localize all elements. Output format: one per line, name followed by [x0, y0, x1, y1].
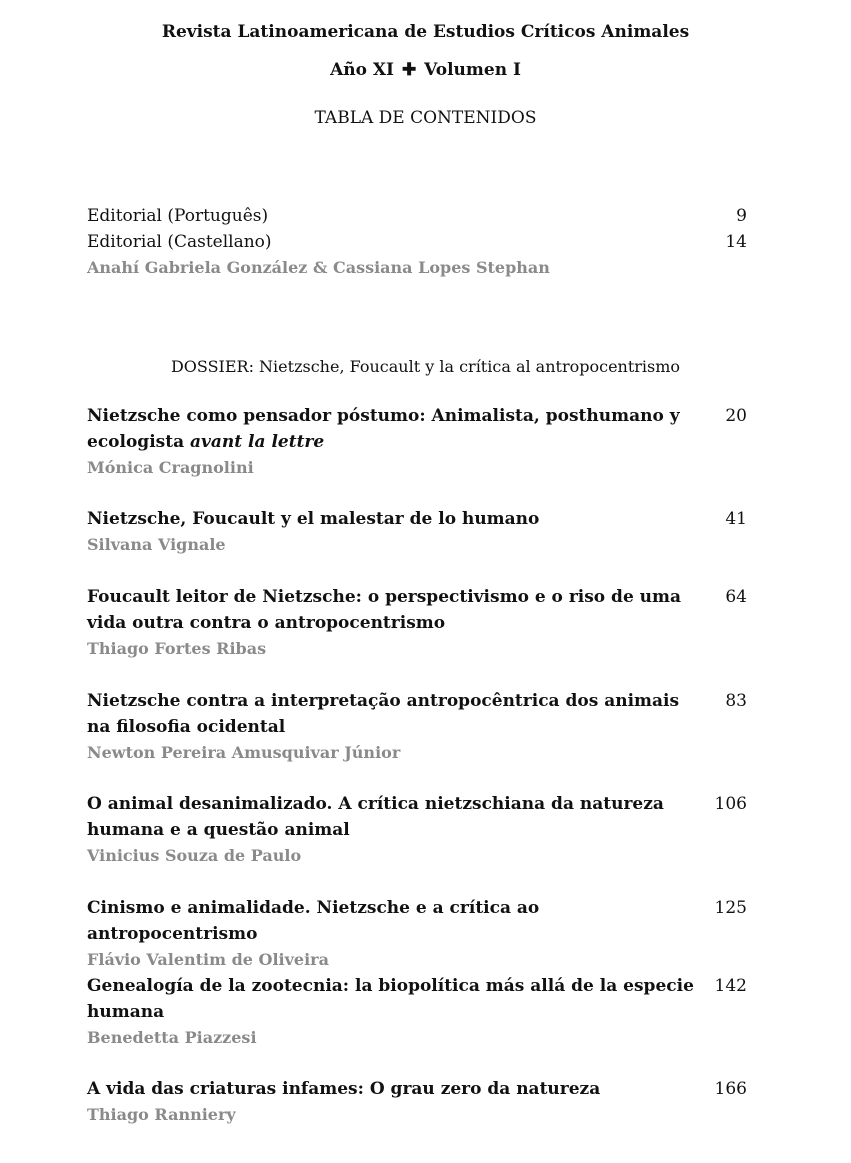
toc-entry[interactable] — [87, 403, 747, 481]
entry-author: Flávio Valentim de Oliveira — [87, 950, 329, 969]
entry-title: Genealogía de la zootecnia: la biopolítica más allá de la especie humana — [87, 976, 694, 1022]
entry-title: Nietzsche, Foucault y el malestar de lo humano — [87, 509, 540, 529]
entry-author: Thiago Fortes Ribas — [87, 639, 267, 658]
entry-title: Editorial (Português) — [87, 206, 269, 226]
entry-author: Thiago Ranniery — [87, 1105, 236, 1124]
entry-title: Editorial (Castellano) — [87, 232, 272, 252]
toc-entry[interactable] — [87, 584, 747, 662]
journal-title: Revista Latinoamericana de Estudios Críticos Animales — [161, 22, 690, 42]
entry-title: A vida das criaturas infames: O grau zero da natureza — [87, 1079, 601, 1099]
entry-title: Foucault leitor de Nietzsche: o perspectivismo e o riso de uma vida outra contra o antropocentrismo — [87, 587, 682, 633]
entry-title: Nietzsche contra a interpretação antropocêntrica dos animais na filosofia ocidental — [87, 691, 680, 737]
entry-page: 14 — [725, 232, 747, 252]
entry-author: Newton Pereira Amusquivar Júnior — [87, 743, 401, 762]
toc-title: TABLA DE CONTENIDOS — [314, 108, 537, 128]
toc-entry[interactable] — [87, 506, 747, 558]
toc-entry-editorial-es[interactable] — [87, 229, 747, 255]
toc-entry[interactable] — [87, 791, 747, 869]
entry-page: 20 — [725, 406, 747, 426]
entry-title-text: Nietzsche como pensador póstumo: Animalista, posthumano y ecologista — [87, 406, 680, 452]
entry-author: Vinicius Souza de Paulo — [87, 846, 302, 865]
entry-title: Cinismo e animalidade. Nietzsche e a crítica ao antropocentrismo — [87, 898, 540, 944]
cross-icon: ✚ — [401, 60, 417, 80]
entry-page: 125 — [714, 898, 747, 918]
toc-entry-editorial-pt[interactable] — [87, 203, 747, 229]
volume-label: Volumen I — [424, 60, 521, 80]
entry-page: 9 — [736, 206, 747, 226]
entry-page: 83 — [725, 691, 747, 711]
year-label: Año XI — [330, 60, 395, 80]
volume-line — [0, 60, 851, 80]
entry-author: Benedetta Piazzesi — [87, 1028, 257, 1047]
entry-author: Mónica Cragnolini — [87, 458, 254, 477]
dossier-heading: DOSSIER: Nietzsche, Foucault y la crítica al antropocentrismo — [170, 357, 681, 376]
entry-page: 64 — [725, 587, 747, 607]
toc-entry[interactable] — [87, 973, 747, 1051]
entry-title-italic: avant la lettre — [190, 432, 325, 452]
toc-entry[interactable] — [87, 895, 747, 973]
entry-page: 106 — [714, 794, 747, 814]
entry-title — [87, 403, 697, 455]
toc-entry[interactable] — [87, 688, 747, 766]
entry-author: Anahí Gabriela González & Cassiana Lopes Stephan — [87, 258, 550, 277]
entry-page: 41 — [725, 509, 747, 529]
entry-title: O animal desanimalizado. A crítica nietzschiana da natureza humana e a questão animal — [87, 794, 664, 840]
entry-page: 166 — [714, 1079, 747, 1099]
entry-author: Silvana Vignale — [87, 535, 226, 554]
editorial-authors — [87, 255, 747, 281]
entry-page: 142 — [714, 976, 747, 996]
toc-entry[interactable] — [87, 1076, 747, 1128]
